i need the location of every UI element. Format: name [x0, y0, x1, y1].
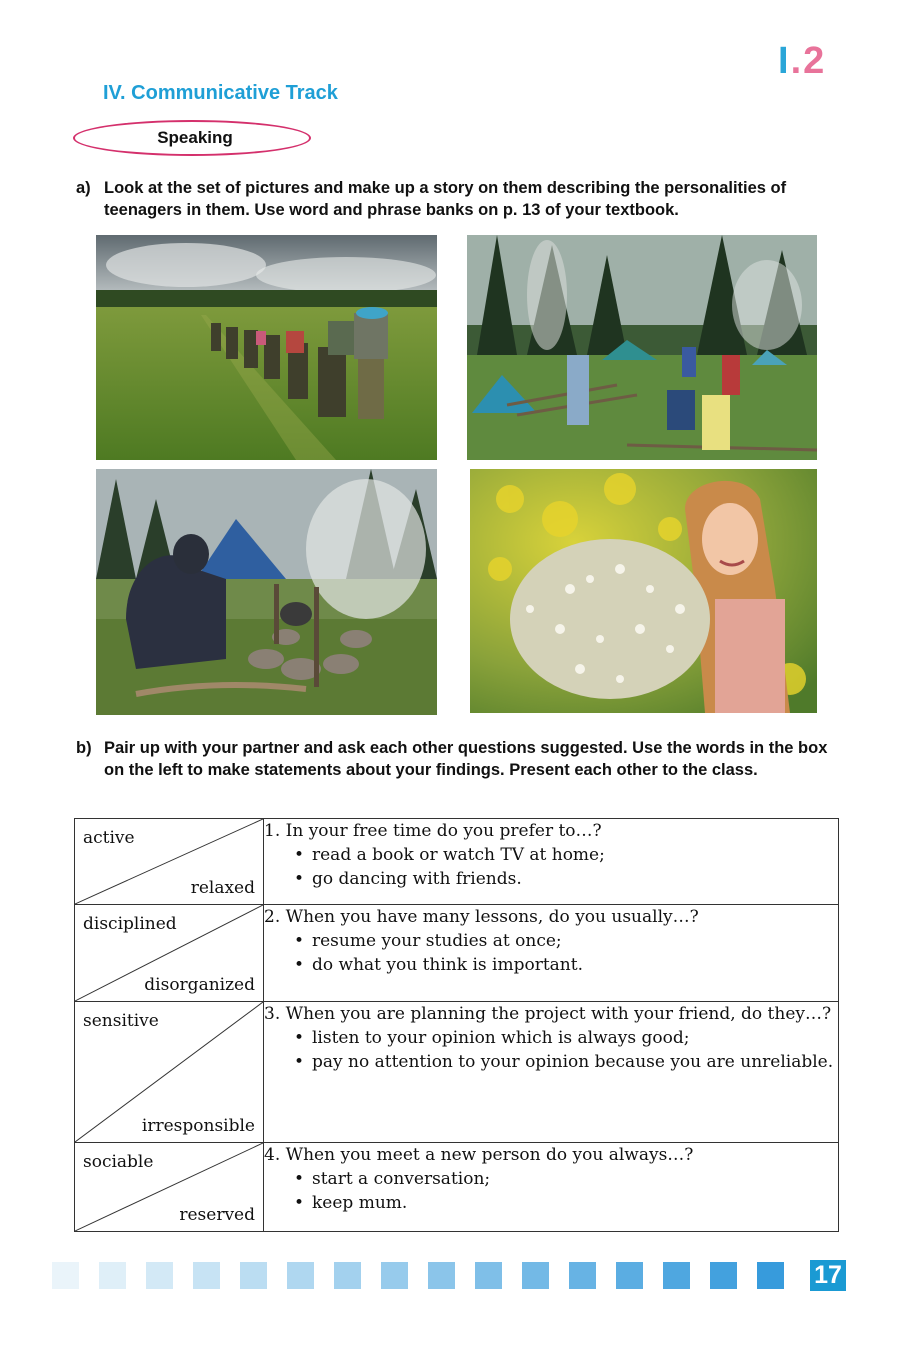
table-row: [75, 1143, 839, 1232]
footer-square: [522, 1262, 549, 1289]
word-top: sensitive: [83, 1011, 159, 1031]
task-a-text: Look at the set of pictures and make up a story on them describing the personalities of teenagers in them. Use word and phrase banks on p. 13 of your textbook.: [104, 179, 787, 219]
footer-square: [428, 1262, 455, 1289]
photo-camp-tents: [467, 235, 817, 460]
footer-decoration: [52, 1262, 784, 1289]
unit-main: I: [778, 40, 791, 82]
word-pair-cell: [75, 1143, 264, 1232]
option-item: • resume your studies at once;: [292, 929, 838, 953]
subsection-oval: [73, 120, 311, 156]
photo-campfire-cooking: [96, 469, 437, 715]
footer-square: [381, 1262, 408, 1289]
task-a-label: a): [76, 179, 91, 197]
option-item: • keep mum.: [292, 1191, 838, 1215]
footer-square: [616, 1262, 643, 1289]
option-item: • listen to your opinion which is always good;: [292, 1026, 838, 1050]
section-title: IV. Communicative Track: [103, 82, 338, 104]
option-list: [264, 1026, 838, 1074]
option-item: • read a book or watch TV at home;: [292, 843, 838, 867]
footer-square: [287, 1262, 314, 1289]
footer-square: [475, 1262, 502, 1289]
photo-hikers-field: [96, 235, 437, 460]
word-pair-cell: [75, 1002, 264, 1143]
word-top: sociable: [83, 1152, 154, 1172]
question-text: 3. When you are planning the project with your friend, do they…?: [264, 1004, 832, 1024]
word-pair-cell: [75, 819, 264, 905]
footer-square: [146, 1262, 173, 1289]
footer-square: [710, 1262, 737, 1289]
word-top: disciplined: [83, 914, 177, 934]
word-top: active: [83, 828, 135, 848]
option-item: • start a conversation;: [292, 1167, 838, 1191]
table-row: [75, 905, 839, 1002]
task-b-text: Pair up with your partner and ask each other questions suggested. Use the words in the box on the left to make statements about your findings. Present each other to the class.: [104, 739, 828, 779]
word-pair-cell: [75, 905, 264, 1002]
footer-square: [52, 1262, 79, 1289]
option-list: [264, 1167, 838, 1215]
word-bottom: relaxed: [190, 878, 255, 898]
option-list: [264, 929, 838, 977]
question-text: 2. When you have many lessons, do you usually…?: [264, 907, 699, 927]
question-text: 1. In your free time do you prefer to…?: [264, 821, 602, 841]
option-list: [264, 843, 838, 891]
task-a: [76, 177, 846, 221]
option-item: • pay no attention to your opinion because you are unreliable.: [292, 1050, 838, 1074]
word-bottom: irresponsible: [141, 1116, 255, 1136]
subsection-label: Speaking: [157, 128, 233, 147]
footer-square: [334, 1262, 361, 1289]
page-number: 17: [810, 1260, 846, 1291]
option-item: • do what you think is important.: [292, 953, 838, 977]
unit-separator: .: [790, 40, 804, 82]
unit-number: 2: [803, 40, 827, 82]
unit-badge: [778, 40, 826, 83]
word-bottom: reserved: [179, 1205, 255, 1225]
task-b: [76, 737, 846, 781]
question-cell: [264, 819, 839, 905]
question-cell: [264, 905, 839, 1002]
question-text: 4. When you meet a new person do you always…?: [264, 1145, 694, 1165]
footer-square: [240, 1262, 267, 1289]
task-b-label: b): [76, 739, 92, 757]
footer-square: [663, 1262, 690, 1289]
photo-girl-flowers: [470, 469, 817, 713]
question-cell: [264, 1143, 839, 1232]
footer-square: [193, 1262, 220, 1289]
option-item: • go dancing with friends.: [292, 867, 838, 891]
footer-square: [569, 1262, 596, 1289]
word-bottom: disorganized: [144, 975, 255, 995]
table-row: [75, 1002, 839, 1143]
footer-square: [99, 1262, 126, 1289]
question-cell: [264, 1002, 839, 1143]
personality-quiz-table: [74, 818, 839, 1232]
footer-square: [757, 1262, 784, 1289]
table-row: [75, 819, 839, 905]
